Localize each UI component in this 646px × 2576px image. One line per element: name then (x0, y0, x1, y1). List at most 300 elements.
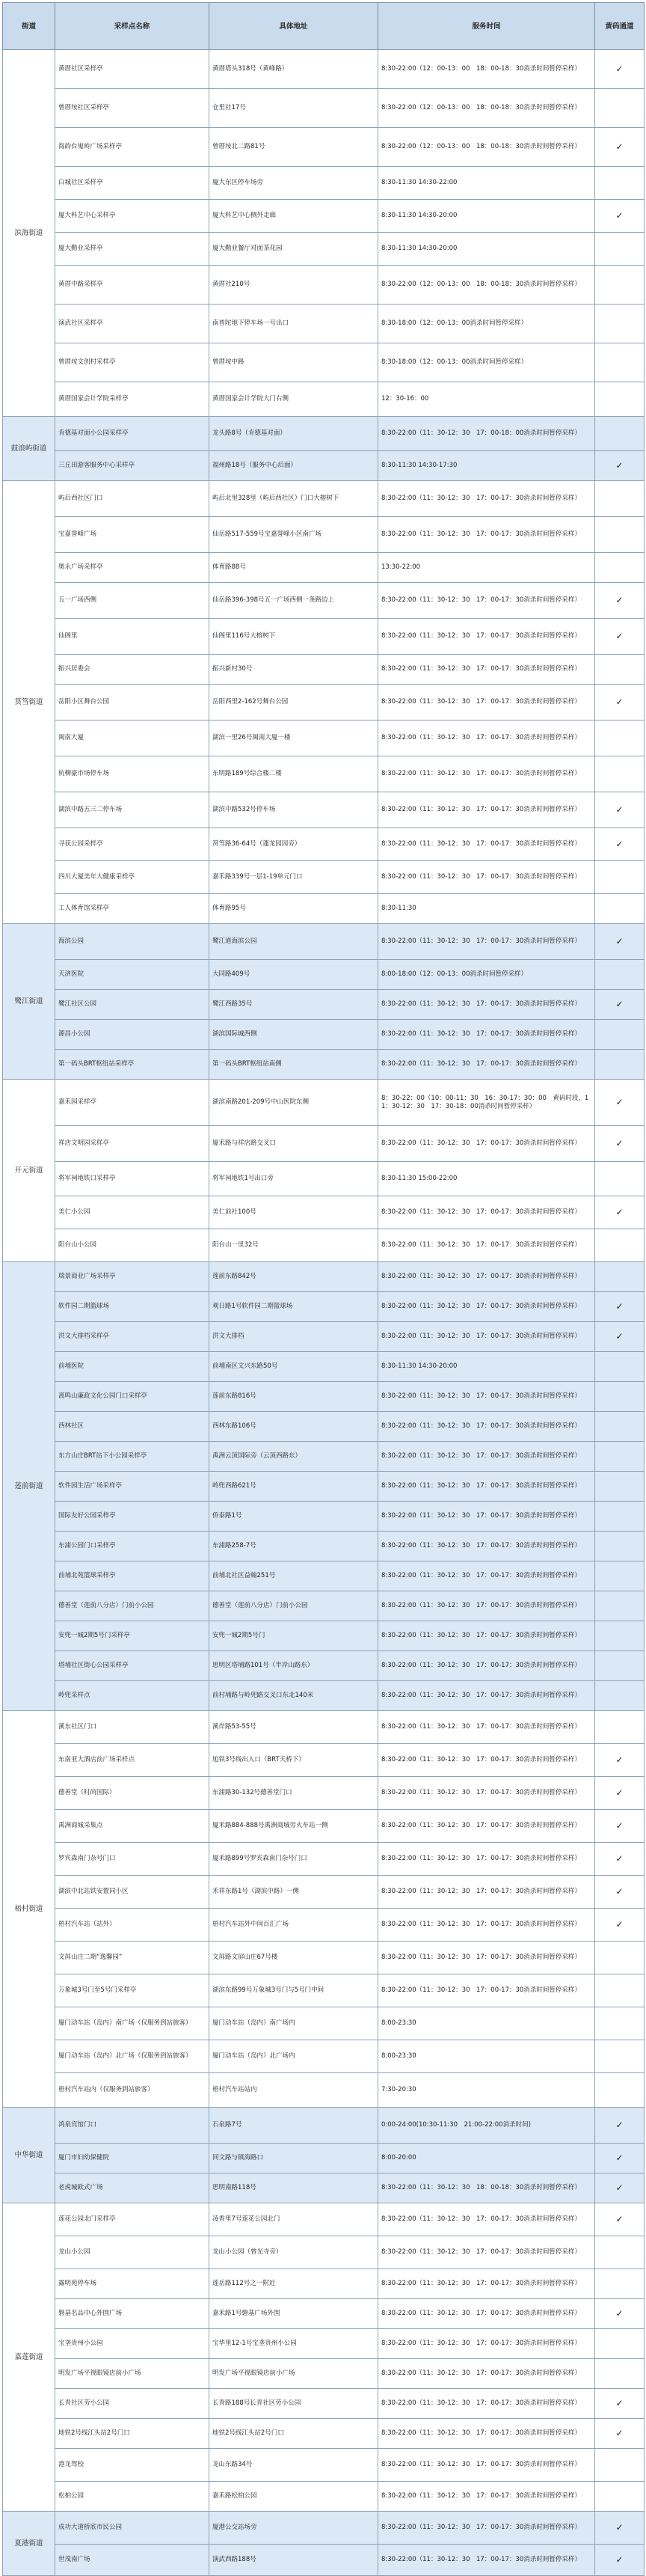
service-time-cell: 8:30-22:00（11：30-12：30 17：00-17：30消杀时间暂停采样） (378, 756, 595, 792)
service-time-cell: 8:30-22:00（11：30-12：30 17：00-17：30消杀时间暂停采样） (378, 990, 595, 1020)
table-row (3, 1412, 645, 1442)
table-row (3, 2007, 645, 2040)
table-row (3, 1382, 645, 1412)
site-name-cell: 第一码头BRT枢纽站采样亭 (55, 1050, 209, 1080)
address-cell: 西林东路106号 (209, 1412, 378, 1442)
site-name-cell: 梧村汽车站（站外） (55, 1909, 209, 1942)
site-name-cell: 寻获公园采样亭 (55, 828, 209, 861)
table-row (3, 685, 645, 721)
site-name-cell: 老虎城欧式广场 (55, 2173, 209, 2203)
site-name-cell: 黄厝国家会计学院采样亭 (55, 382, 209, 417)
sampling-sites-table (2, 2, 645, 2576)
yellow-code-cell (595, 417, 645, 451)
address-cell: 厦禾路884-888号禹洲商城旁火车站一侧 (209, 1810, 378, 1843)
table-row (3, 2449, 645, 2482)
site-name-cell: 地铁2号线江头站2号门口 (55, 2419, 209, 2449)
address-cell: 同文路与镇海路口 (209, 2144, 378, 2173)
yellow-code-cell (595, 382, 645, 417)
service-time-cell: 8:30-22:00（11：30-12：30 17：00-17：30消杀时间暂停采样） (378, 619, 595, 655)
table-row (3, 2073, 645, 2108)
yellow-code-cell: ✓ (595, 2299, 645, 2329)
site-name-cell: 前埔北苑篮球采样亭 (55, 1561, 209, 1591)
site-name-cell: 杭柳豪市场停车场 (55, 756, 209, 792)
table-row (3, 1810, 645, 1843)
site-name-cell: 德善堂（莲前八分店）门前小公园 (55, 1591, 209, 1621)
table-row (3, 792, 645, 828)
yellow-code-cell: ✓ (595, 50, 645, 89)
yellow-code-cell: ✓ (595, 619, 645, 655)
service-time-cell: 8:30-22:00（11：30-12：30 17：00-17：30消杀时间暂停采样） (378, 517, 595, 553)
yellow-code-cell (595, 167, 645, 200)
service-time-cell: 8:00-23:30 (378, 2007, 595, 2040)
address-cell: 禾祥东路1号（湖滨中路）一侧 (209, 1876, 378, 1909)
site-name-cell: 松柏公园 (55, 2482, 209, 2512)
site-name-cell: 海滨公园 (55, 924, 209, 960)
yellow-code-cell (595, 756, 645, 792)
site-name-cell: 东南亚大酒店前广场采样点 (55, 1744, 209, 1777)
site-name-cell: 海韵台嵬岭广场采样亭 (55, 128, 209, 167)
table-row (3, 417, 645, 451)
header-street: 街道 (3, 3, 55, 50)
address-cell: 仙阁里116号大榕树下 (209, 619, 378, 655)
service-time-cell: 8:30-22:00（12：00-13：00 18：00-18：30消杀时间暂停采样） (378, 50, 595, 89)
service-time-cell: 8:30-22:00（12：00-13：00 18：00-18：30消杀时间暂停采样） (378, 89, 595, 128)
address-cell: 东浦路30-132号德善堂门口 (209, 1777, 378, 1810)
table-row (3, 2203, 645, 2236)
service-time-cell: 8:30-11:30 14:30-20:00 (378, 1352, 595, 1382)
table-row (3, 1472, 645, 1502)
service-time-cell: 8:30-22:00（11：30-12：30 17：00-17：30消杀时间暂停采样） (378, 1229, 595, 1262)
service-time-cell: 12：30-16：00 (378, 382, 595, 417)
table-row (3, 517, 645, 553)
site-name-cell: 禹洲商城采集点 (55, 1810, 209, 1843)
service-time-cell: 8:30-22:00（11：30-12：30 17：00-17：30消杀时间暂停采样） (378, 828, 595, 861)
service-time-cell: 8:30-18:00（12：00-13：00消杀时间暂停采样） (378, 343, 595, 382)
service-time-cell: 8:30-22:00（11：30-12：30 17：00-17：30消杀时间暂停采样） (378, 481, 595, 517)
address-cell: 龙山东路34号 (209, 2449, 378, 2482)
site-name-cell: 四川大厦美年大健康采样亭 (55, 861, 209, 894)
yellow-code-cell (595, 894, 645, 924)
yellow-code-cell: ✓ (595, 1744, 645, 1777)
site-name-cell: 岭兜采样点 (55, 1681, 209, 1711)
service-time-cell: 8:30-22:00（11：30-12：30 17：00-17：30消杀时间暂停采样） (378, 792, 595, 828)
address-cell: 龙山小公园（曾光寺旁） (209, 2236, 378, 2269)
site-name-cell: 溪东社区门口 (55, 1711, 209, 1744)
address-cell: 石泉路7号 (209, 2108, 378, 2144)
address-cell: 龙头路8号（肯德基对面） (209, 417, 378, 451)
address-cell: 厦大科艺中心侧外走廊 (209, 200, 378, 233)
table-row (3, 1651, 645, 1681)
table-row (3, 451, 645, 481)
address-cell: 黄厝社210号 (209, 266, 378, 305)
table-row (3, 128, 645, 167)
street-cell: 莲前街道 (3, 1262, 55, 1711)
street-cell: 鹭江街道 (3, 924, 55, 1080)
site-name-cell: 五一广场西侧 (55, 583, 209, 619)
address-cell: 屿后北里328里（屿后西社区）门口大榕树下 (209, 481, 378, 517)
site-name-cell: 三丘田游客服务中心采样亭 (55, 451, 209, 481)
address-cell: 地铁2号线江头站2号门口 (209, 2419, 378, 2449)
site-name-cell: 厦门动车站（岛内）北广场（仅服务到站旅客） (55, 2040, 209, 2073)
yellow-code-cell (595, 1711, 645, 1744)
service-time-cell: 8:30-11:30 14:30-20:00 (378, 233, 595, 266)
table-row (3, 553, 645, 583)
yellow-code-cell (595, 1050, 645, 1080)
site-name-cell: 露明苑停车场 (55, 2269, 209, 2299)
table-row (3, 1126, 645, 1162)
service-time-cell: 8:30-22:00（11：30-12：30 17：00-17：30消杀时间暂停采样） (378, 2299, 595, 2329)
address-cell: 厦禾路与祥店路交叉口 (209, 1126, 378, 1162)
service-time-cell: 8:30-22:00（11：30-12：30 17：00-17：30消杀时间暂停采样） (378, 1532, 595, 1561)
site-name-cell: 屿后西社区门口 (55, 481, 209, 517)
service-time-cell: 8:30-22:00（11：30-12：30 17：00-17：30消杀时间暂停采样） (378, 2329, 595, 2359)
yellow-code-cell (595, 517, 645, 553)
address-cell: 岭兜西路621号 (209, 1472, 378, 1502)
site-name-cell: 曾厝垵社区采样亭 (55, 89, 209, 128)
yellow-code-cell: ✓ (595, 1876, 645, 1909)
table-row (3, 1080, 645, 1126)
site-name-cell: 港龙驾校 (55, 2449, 209, 2482)
service-time-cell: 8:30-22:00（11：30-12：30 17：00-17：30消杀时间暂停采样） (378, 1744, 595, 1777)
site-name-cell: 源昌小公园 (55, 1020, 209, 1050)
table-row (3, 2512, 645, 2545)
service-time-cell: 8:30-22:00（11：30-12：30 17：00-17：30消杀时间暂停采样） (378, 2512, 595, 2545)
table-row (3, 481, 645, 517)
yellow-code-cell: ✓ (595, 2144, 645, 2173)
yellow-code-cell (595, 1532, 645, 1561)
address-cell: 大同路409号 (209, 960, 378, 990)
service-time-cell: 8:30-18:00（12：00-13：00消杀时间暂停采样） (378, 305, 595, 343)
address-cell: 宝华里12-1号宝垄贵州小公园 (209, 2329, 378, 2359)
yellow-code-cell: ✓ (595, 2203, 645, 2236)
address-cell: 厦大勤业餐厅对面茶花园 (209, 233, 378, 266)
table-row (3, 1020, 645, 1050)
address-cell: 文屏路文屏山庄67号楼 (209, 1942, 378, 1974)
service-time-cell: 8:30-22:00（11：30-12：30 17：00-17：30消杀时间暂停采样） (378, 1843, 595, 1876)
table-row (3, 2040, 645, 2073)
yellow-code-cell (595, 343, 645, 382)
yellow-code-cell (595, 1681, 645, 1711)
yellow-code-cell (595, 960, 645, 990)
service-time-cell: 8:30-22:00（11：30-12：30 17：00-17：30消杀时间暂停采样） (378, 583, 595, 619)
address-cell: 湖滨国际城西侧 (209, 1020, 378, 1050)
address-cell: 厦大东区停车场旁 (209, 167, 378, 200)
service-time-cell: 8:30-22:00（11：30-12：30 17：00-17：30消杀时间暂停采样） (378, 2449, 595, 2482)
site-name-cell: 白城社区采样亭 (55, 167, 209, 200)
yellow-code-cell (595, 1621, 645, 1651)
yellow-code-cell: ✓ (595, 2389, 645, 2419)
yellow-code-cell (595, 305, 645, 343)
service-time-cell: 8:30-22:00（11：30-12：30 17：00-17：30消杀时间暂停采样） (378, 1909, 595, 1942)
service-time-cell: 8:30-22:00（11：30-12：30 17：00-17：30消杀时间暂停采样） (378, 1974, 595, 2007)
table-row (3, 1442, 645, 1472)
table-row (3, 583, 645, 619)
service-time-cell: 8:30-22:00（11：30-12：30 17：00-17：30消杀时间暂停采样） (378, 2203, 595, 2236)
address-cell: 嘉禾路339号一层1-19单元门口 (209, 861, 378, 894)
site-name-cell: 德善堂（时尚国际） (55, 1777, 209, 1810)
table-row (3, 343, 645, 382)
yellow-code-cell (595, 1942, 645, 1974)
service-time-cell: 8:30-11:30 (378, 894, 595, 924)
site-name-cell: 天济医院 (55, 960, 209, 990)
yellow-code-cell: ✓ (595, 2512, 645, 2545)
yellow-code-cell: ✓ (595, 1196, 645, 1229)
service-time-cell: 8:30-22:00（11：30-12：30 17：00-17：30消杀时间暂停采样） (378, 1651, 595, 1681)
table-row (3, 2236, 645, 2269)
site-name-cell: 世茂南广场 (55, 2545, 209, 2576)
address-cell: 第一码头BRT枢纽站南侧 (209, 1050, 378, 1080)
service-time-cell: 8:30-22:00（11：30-12：30 17：00-17：30消杀时间暂停采样） (378, 2419, 595, 2449)
service-time-cell: 8:30-22:00（11：30-12：30 17：00-18：00消杀时间暂停采样） (378, 417, 595, 451)
service-time-cell: 8:30-22:00（12：00-13：00 18：00-18：30消杀时间暂停采样） (378, 128, 595, 167)
table-row (3, 1843, 645, 1876)
service-time-cell: 8:30-22:00（11：30-12：30 17：00-17：30消杀时间暂停采样） (378, 924, 595, 960)
address-cell: 长青路188号长青社区劳小公园 (209, 2389, 378, 2419)
table-row (3, 2545, 645, 2576)
service-time-cell: 8：30-22：00（10：00-11：30 16：30-17：30：00 黄码时段，11：30-12：30 17：30-18：00消杀时间暂停采样） (378, 1080, 595, 1126)
table-row (3, 1909, 645, 1942)
address-cell: 阳台山一里32号 (209, 1229, 378, 1262)
table-row (3, 861, 645, 894)
site-name-cell: 莲花公园北门采样亭 (55, 2203, 209, 2236)
site-name-cell: 闽南大厦 (55, 721, 209, 756)
table-row (3, 266, 645, 305)
site-name-cell: 厦门动车站（岛内）南广场（仅服务到站旅客） (55, 2007, 209, 2040)
address-cell: 鹭江西路35号 (209, 990, 378, 1020)
table-row (3, 1196, 645, 1229)
service-time-cell: 8:30-22:00（12：00-13：00 18：00-18：30消杀时间暂停采样） (378, 266, 595, 305)
yellow-code-cell (595, 553, 645, 583)
table-row (3, 1621, 645, 1651)
service-time-cell: 8:30-22:00（11：30-12：30 18：00-18：30消杀时间暂停采样） (378, 2173, 595, 2203)
service-time-cell: 8:30-22:00（11：30-12：30 17：00-17：30消杀时间暂停采样） (378, 1196, 595, 1229)
yellow-code-cell (595, 1352, 645, 1382)
service-time-cell: 8:30-22:00（11：30-12：30 17：00-17：30消杀时间暂停采样） (378, 2389, 595, 2419)
address-cell: 体育路88号 (209, 553, 378, 583)
yellow-code-cell: ✓ (595, 792, 645, 828)
address-cell: 南普陀地下停车场一号出口 (209, 305, 378, 343)
service-time-cell: 8:30-22:00（11：30-12：30 17：00-17：30消杀时间暂停采样） (378, 1292, 595, 1322)
service-time-cell: 8:30-22:00（11：30-12：30 17：00-17：30消杀时间暂停采样） (378, 685, 595, 721)
yellow-code-cell: ✓ (595, 990, 645, 1020)
yellow-code-cell: ✓ (595, 451, 645, 481)
site-name-cell: 安兜一城2期5号门采样亭 (55, 1621, 209, 1651)
table-row (3, 2482, 645, 2512)
table-row (3, 721, 645, 756)
yellow-code-cell: ✓ (595, 2419, 645, 2449)
service-time-cell: 8:30-22:00（11：30-12：30 17：00-17：30消杀时间暂停采样） (378, 1382, 595, 1412)
table-row (3, 2108, 645, 2144)
yellow-code-cell: ✓ (595, 1080, 645, 1126)
table-row (3, 2269, 645, 2299)
site-name-cell: 厦大科艺中心采样亭 (55, 200, 209, 233)
address-cell: 梧村汽车站外中间百汇广场 (209, 1909, 378, 1942)
service-time-cell: 8:30-22:00（11：30-12：30 17：00-17：30消杀时间暂停采样） (378, 1942, 595, 1974)
street-cell: 鼓浪屿街道 (3, 417, 55, 481)
yellow-code-cell (595, 2359, 645, 2389)
table-row (3, 960, 645, 990)
address-cell: 禹洲云顶国际旁（云顶西路东） (209, 1442, 378, 1472)
table-row (3, 1591, 645, 1621)
yellow-code-cell: ✓ (595, 1292, 645, 1322)
table-row (3, 50, 645, 89)
table-row (3, 1876, 645, 1909)
address-cell: 厦港公交站场旁 (209, 2512, 378, 2545)
table-row (3, 1711, 645, 1744)
table-row (3, 924, 645, 960)
yellow-code-cell (595, 1651, 645, 1681)
site-name-cell: 将军祠地铁口采样亭 (55, 1162, 209, 1196)
service-time-cell: 0:00-24:00(10:30-11:30 21:00-22:00消杀时间) (378, 2108, 595, 2144)
yellow-code-cell: ✓ (595, 2173, 645, 2203)
address-cell: 湖滨中路532号停车场 (209, 792, 378, 828)
table-row (3, 2419, 645, 2449)
yellow-code-cell: ✓ (595, 583, 645, 619)
yellow-code-cell (595, 1262, 645, 1292)
service-time-cell: 8:30-11:30 14:30-20:00 (378, 200, 595, 233)
address-cell: 思明南路118号 (209, 2173, 378, 2203)
service-time-cell: 8:30-22:00（11：30-12：30 17：00-17：30消杀时间暂停采样） (378, 1561, 595, 1591)
site-name-cell: 离鸣山廉政文化公园门口采样亭 (55, 1382, 209, 1412)
sampling-sites-sheet (2, 2, 644, 2576)
table-row (3, 2359, 645, 2389)
yellow-code-cell (595, 2449, 645, 2482)
table-row (3, 828, 645, 861)
street-cell: 开元街道 (3, 1080, 55, 1262)
address-cell: 莲前东路842号 (209, 1262, 378, 1292)
table-row (3, 1262, 645, 1292)
street-cell: 夏港街道 (3, 2512, 55, 2576)
yellow-code-cell (595, 2269, 645, 2299)
site-name-cell: 成功大道桥底市民公园 (55, 2512, 209, 2545)
address-cell: 凌香里7号莲花公园北门 (209, 2203, 378, 2236)
yellow-code-cell: ✓ (595, 1810, 645, 1843)
yellow-code-cell (595, 2482, 645, 2512)
address-cell: 安兜一城2期5号门 (209, 1621, 378, 1651)
site-name-cell: 罗宾森南门杂号门口 (55, 1843, 209, 1876)
table-row (3, 89, 645, 128)
service-time-cell: 7:30-20:30 (378, 2073, 595, 2108)
service-time-cell: 8:30-22:00（11：30-12：30 17：00-17：30消杀时间暂停采样） (378, 721, 595, 756)
service-time-cell: 8:30-11:30 14:30-22:00 (378, 167, 595, 200)
service-time-cell: 8:30-22:00（11：30-12：30 17：00-17：30消杀时间暂停采样） (378, 1020, 595, 1050)
address-cell: 曾厝垵北二路81号 (209, 128, 378, 167)
yellow-code-cell (595, 1502, 645, 1532)
address-cell: 东浦路258-7号 (209, 1532, 378, 1561)
site-name-cell: 梧村汽车站内（仅服务到站旅客） (55, 2073, 209, 2108)
site-name-cell: 瑞景商业广场采样亭 (55, 1262, 209, 1292)
table-row (3, 1974, 645, 2007)
yellow-code-cell (595, 1561, 645, 1591)
address-cell: 湖滨一里26号闽南大厦一楼 (209, 721, 378, 756)
address-cell: 厦门动车站（岛内）北广场内 (209, 2040, 378, 2073)
yellow-code-cell (595, 1382, 645, 1412)
site-name-cell: 鹭江社区公园 (55, 990, 209, 1020)
service-time-cell: 8:30-22:00（11：30-12：30 17：00-17：30消杀时间暂停采样） (378, 1681, 595, 1711)
site-name-cell: 文屏山庄二期“逸馨园” (55, 1942, 209, 1974)
header-yellow-code: 黄码通道 (595, 3, 645, 50)
address-cell: 仙岳路396-398号五一广场西侧一条路边上 (209, 583, 378, 619)
service-time-cell: 8:30-11:30 14:30-17:30 (378, 451, 595, 481)
site-name-cell: 洪文大排档采样亭 (55, 1322, 209, 1352)
site-name-cell: 宝嘉誉峰广场 (55, 517, 209, 553)
service-time-cell: 8:30-22:00（11：30-12：30 17：00-17：30消杀时间暂停采样） (378, 1621, 595, 1651)
yellow-code-cell (595, 1472, 645, 1502)
table-row (3, 1942, 645, 1974)
yellow-code-cell (595, 1442, 645, 1472)
address-cell: 思明区塔埔路101号（半岸山路东） (209, 1651, 378, 1681)
table-row (3, 1352, 645, 1382)
table-row (3, 2173, 645, 2203)
service-time-cell: 8:30-22:00（11：30-12：30 17：00-17：30消杀时间暂停采样） (378, 1502, 595, 1532)
table-row (3, 167, 645, 200)
site-name-cell: 长青社区劳小公园 (55, 2389, 209, 2419)
yellow-code-cell (595, 861, 645, 894)
yellow-code-cell (595, 2073, 645, 2108)
address-cell: 曾厝垵中路 (209, 343, 378, 382)
service-time-cell: 8:30-22:00（11：30-12：30 17：00-17：30消杀时间暂停采样） (378, 2545, 595, 2576)
address-cell: 鹭江道海滨公园 (209, 924, 378, 960)
table-row (3, 1229, 645, 1262)
service-time-cell: 8:30-22:00（11：30-12：30 17：00-17：30消杀时间暂停采样） (378, 1442, 595, 1472)
table-row (3, 382, 645, 417)
yellow-code-cell: ✓ (595, 1843, 645, 1876)
service-time-cell: 8:30-22:00（11：30-12：30 17：00-17：30消杀时间暂停采样） (378, 1472, 595, 1502)
yellow-code-cell (595, 2329, 645, 2359)
table-row (3, 1322, 645, 1352)
address-cell: 湖滨东路99号万象城3号门与5号门中间 (209, 1974, 378, 2007)
yellow-code-cell (595, 266, 645, 305)
address-cell: 岳阳西里2-162号舞台公园 (209, 685, 378, 721)
address-cell: 黄厝塔头318号（黄峰路） (209, 50, 378, 89)
site-name-cell: 磐基名品中心外围广场 (55, 2299, 209, 2329)
header-site-name: 采样点名称 (55, 3, 209, 50)
service-time-cell: 8:00-18:00（12：00-13：00消杀时间暂停采样） (378, 960, 595, 990)
table-row (3, 1502, 645, 1532)
site-name-cell: 东浦公园门口采样亭 (55, 1532, 209, 1561)
service-time-cell: 8:30-22:00（11：30-12：30 17：00-17：30消杀时间暂停采样） (378, 2359, 595, 2389)
table-row (3, 756, 645, 792)
service-time-cell: 8:30-22:00（11：30-12：30 17：00-17：30消杀时间暂停采样） (378, 2482, 595, 2512)
table-row (3, 1777, 645, 1810)
address-cell: 厦禾路899号罗宾森南门杂号门口 (209, 1843, 378, 1876)
address-cell: 前埔北社区益翰251号 (209, 1561, 378, 1591)
address-cell: 振兴新村30号 (209, 655, 378, 685)
table-row (3, 1162, 645, 1196)
site-name-cell: 西林社区 (55, 1412, 209, 1442)
site-name-cell: 国际友好公园采样亭 (55, 1502, 209, 1532)
site-name-cell: 龙山小公园 (55, 2236, 209, 2269)
yellow-code-cell: ✓ (595, 128, 645, 167)
site-name-cell: 塔埔社区街心公园采样亭 (55, 1651, 209, 1681)
service-time-cell: 8:30-22:00（11：30-12：30 17：00-17：30消杀时间暂停采样） (378, 1876, 595, 1909)
table-row (3, 1561, 645, 1591)
site-name-cell: 黄厝中路采样亭 (55, 266, 209, 305)
address-cell: 嘉禾路1号磐基广场外围 (209, 2299, 378, 2329)
service-time-cell: 13:30-22:00 (378, 553, 595, 583)
site-name-cell: 厦门市妇幼保健院 (55, 2144, 209, 2173)
yellow-code-cell: ✓ (595, 1909, 645, 1942)
service-time-cell: 8:30-22:00（11：30-12：30 17：00-17：30消杀时间暂停采样） (378, 1412, 595, 1442)
service-time-cell: 8:30-22:00（11：30-12：30 17：00-17：30消杀时间暂停采样） (378, 1050, 595, 1080)
table-body (3, 50, 645, 2576)
address-cell: 莲前东路816号 (209, 1382, 378, 1412)
yellow-code-cell (595, 1412, 645, 1442)
yellow-code-cell: ✓ (595, 1777, 645, 1810)
service-time-cell: 8:30-22:00（11：30-12：30 17：00-17：30消杀时间暂停采样） (378, 1810, 595, 1843)
address-cell: 体育路95号 (209, 894, 378, 924)
table-row (3, 233, 645, 266)
